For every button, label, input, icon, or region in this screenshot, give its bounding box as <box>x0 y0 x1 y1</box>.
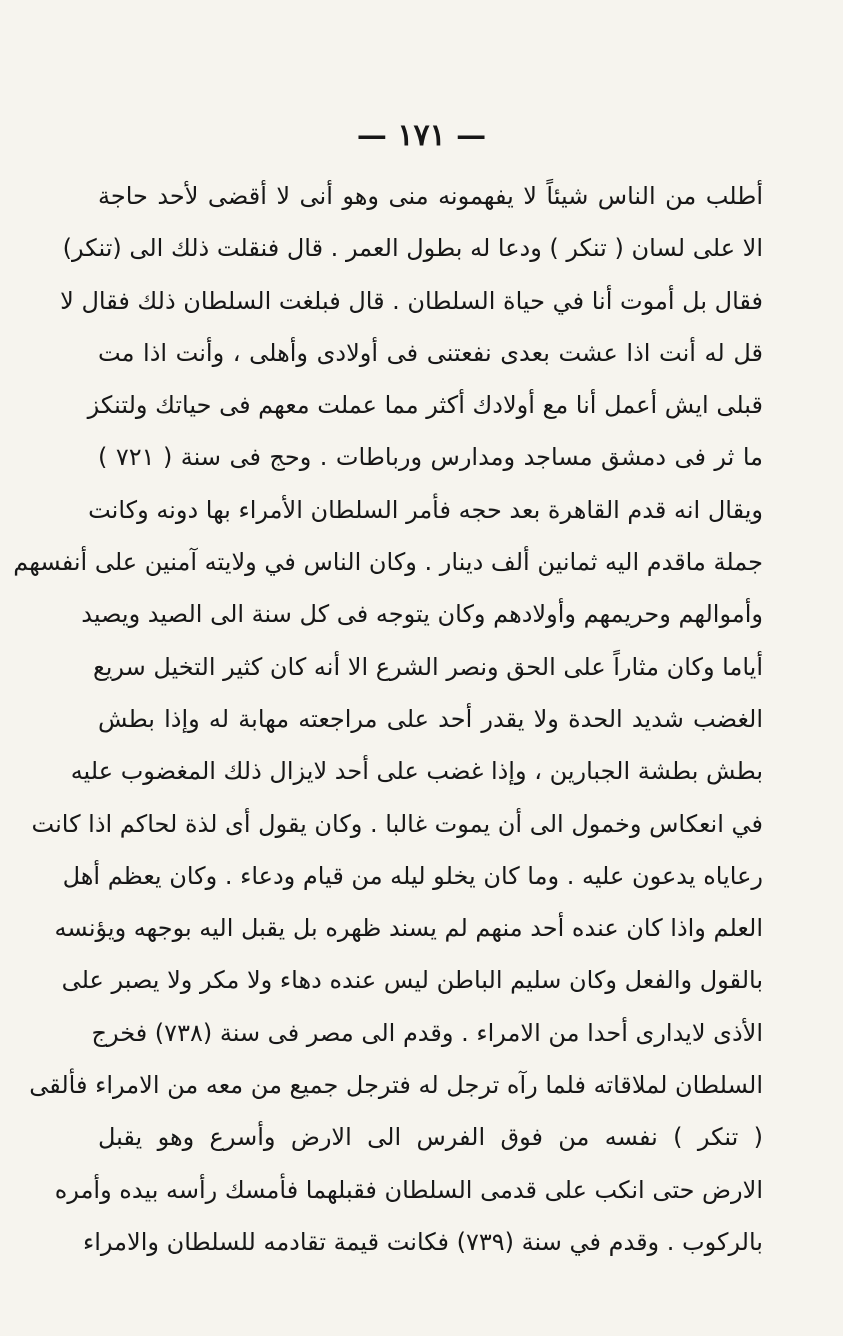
text-line: أياما وكان مثاراً على الحق ونصر الشرع الا أنه كان كثير التخيل سريع <box>92 652 763 681</box>
text-line: بالقول والفعل وكان سليم الباطن ليس عنده دهاء ولا مكر ولا يصبر على <box>61 966 763 995</box>
text-line: فقال بل أموت أنا في حياة السلطان . قال فبلغت السلطان ذلك فقال لا <box>60 286 763 315</box>
text-line: في انعكاس وخمول الى أن يموت غالبا . وكان يقول أى لذة لحاكم اذا كانت <box>31 809 763 838</box>
text-line: بالركوب . وقدم في سنة (٧٣٩) فكانت قيمة تقادمه للسلطان والامراء <box>82 1227 763 1256</box>
text-line: ( تنكر ) نفسه من فوق الفرس الى الارض وأسرع وهو يقبل <box>98 1123 763 1152</box>
text-line: رعاياه يدعون عليه . وما كان يخلو ليله من قيام ودعاء . وكان يعظم أهل <box>62 861 763 890</box>
text-line: وأموالهم وحريمهم وأولادهم وكان يتوجه فى كل سنة الى الصيد ويصيد <box>81 600 763 629</box>
text-line: أطلب من الناس شيئاً لا يفهمونه منى وهو أنى لا أقضى لأحد حاجة <box>98 182 763 210</box>
text-line: العلم واذا كان عنده أحد منهم لم يسند ظهره بل يقبل اليه بوجهه ويؤنسه <box>54 914 763 943</box>
text-line: قبلى ايش أعمل أنا مع أولادك أكثر مما عملت معهم فى حياتك ولتنكز <box>87 391 763 420</box>
page-body-text <box>13 170 763 1268</box>
text-line: الأذى لايدارى أحدا من الامراء . وقدم الى مصر فى سنة (٧٣٨) فخرج <box>91 1018 763 1047</box>
text-line: الغضب شديد الحدة ولا يقدر أحد على مراجعته مهابة له وإذا بطش <box>98 704 763 733</box>
page-number: — ۱۷۱ — <box>356 118 487 153</box>
text-line: قل له أنت اذا عشت بعدى نفعتنى فى أولادى وأهلى ، وأنت اذا مت <box>98 338 763 367</box>
text-line: السلطان لملاقاته فلما رآه ترجل له فترجل جميع من معه من الامراء فألقى <box>29 1071 763 1100</box>
text-line: الارض حتى انكب على قدمى السلطان فقبلهما فأمسك رأسه بيده وأمره <box>54 1175 763 1204</box>
text-line: ما ثر فى دمشق مساجد ومدارس ورباطات . وحج فى سنة ( ٧٢١ ) <box>98 443 763 472</box>
text-line: الا على لسان ( تنكر ) ودعا له بطول العمر . قال فنقلت ذلك الى (تنكر) <box>62 234 763 263</box>
text-line: بطش بطشة الجبارين ، وإذا غضب على أحد لايزال ذلك المغضوب عليه <box>70 757 763 786</box>
text-line: جملة ماقدم اليه ثمانين ألف دينار . وكان الناس في ولايته آمنين على أنفسهم <box>13 548 763 577</box>
text-line: ويقال انه قدم القاهرة بعد حجه فأمر السلطان الأمراء بها دونه وكانت <box>88 495 763 524</box>
